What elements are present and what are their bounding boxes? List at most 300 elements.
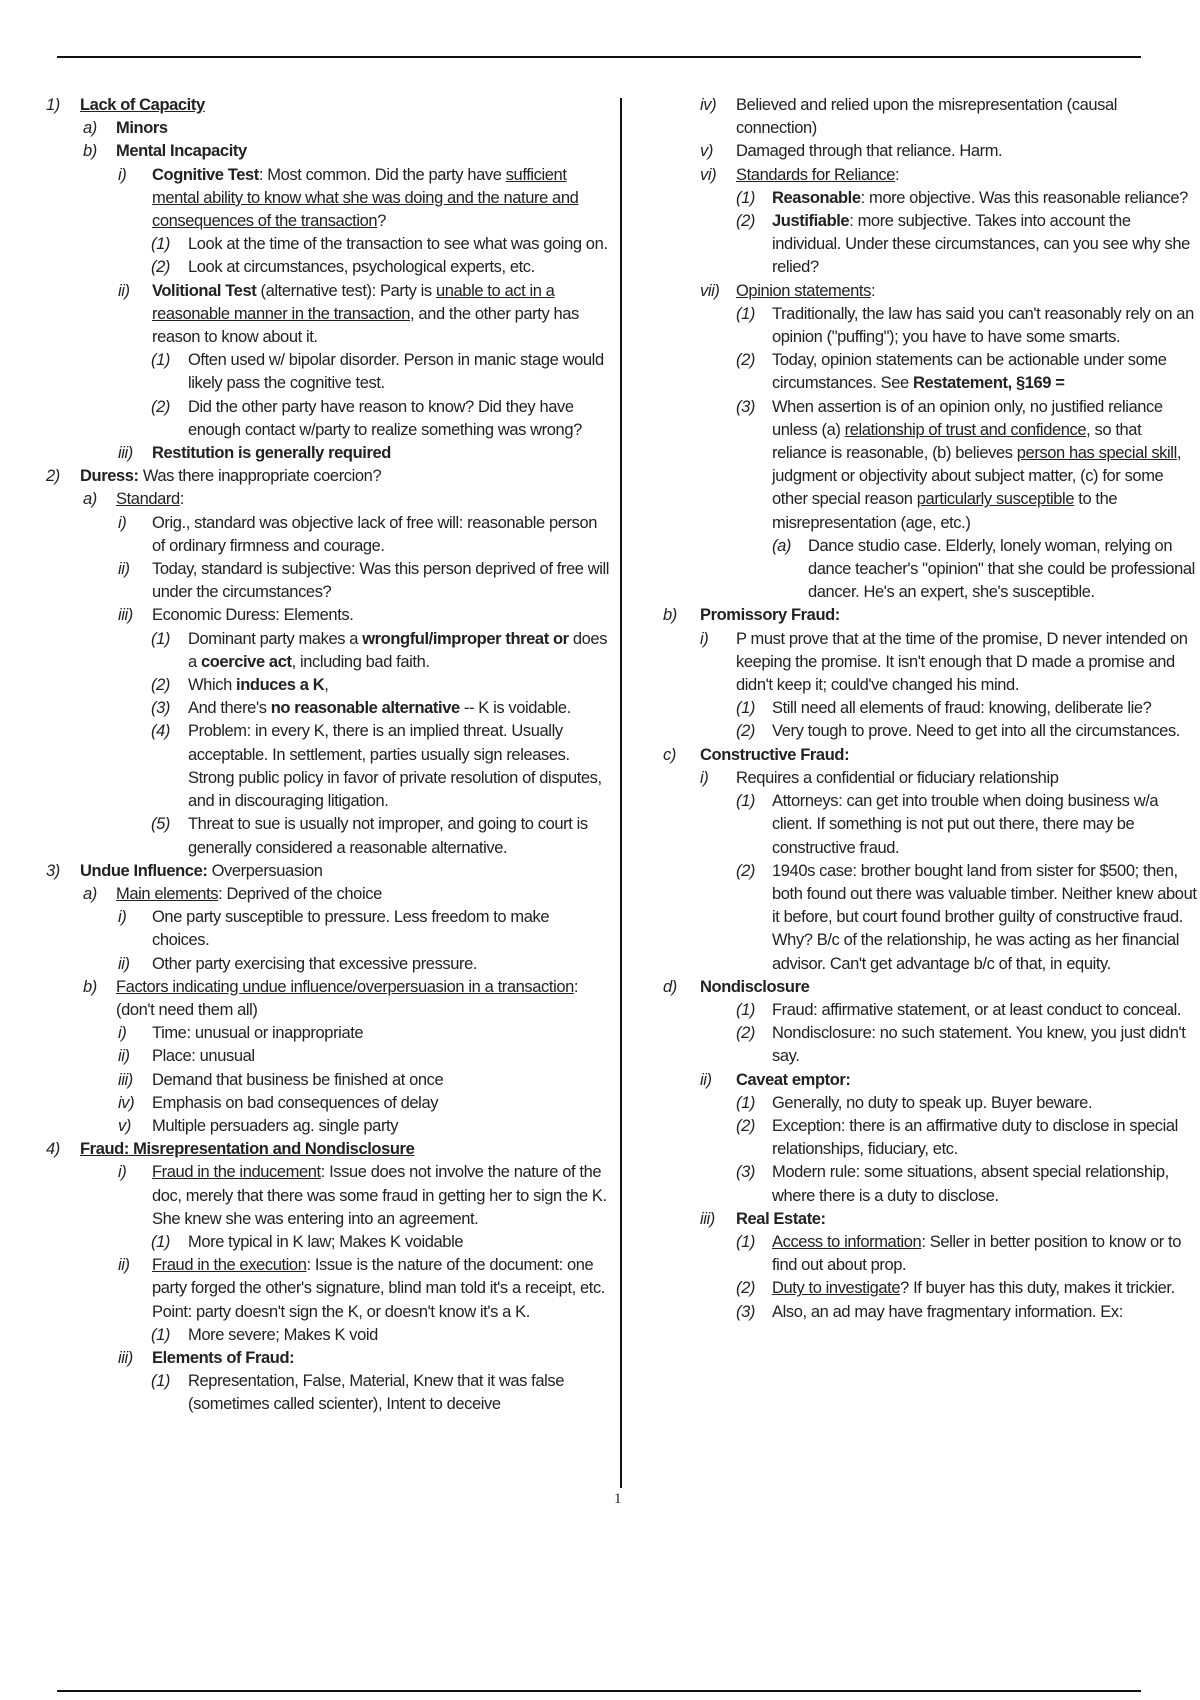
outline-marker: ii) <box>118 560 130 579</box>
outline-text <box>152 1349 294 1367</box>
outline-marker: ii) <box>118 281 130 300</box>
text-run: Fraud: affirmative statement, or at least conduct to conceal. <box>772 1000 1182 1019</box>
text-run: Restitution is generally required <box>152 444 391 463</box>
text-run: Emphasis on bad consequences of delay <box>152 1093 439 1112</box>
text-run: Other party exercising that excessive pressure. <box>152 954 478 973</box>
outline-text <box>772 722 1180 740</box>
outline-marker: d) <box>663 977 677 996</box>
outline-marker: (2) <box>151 258 170 277</box>
outline-text <box>116 119 168 137</box>
outline-item <box>663 744 1198 767</box>
outline-marker: 2) <box>46 467 60 486</box>
outline-item <box>38 558 610 604</box>
outline-text <box>772 398 1181 532</box>
outline-marker: i) <box>118 908 127 927</box>
outline-text <box>772 1024 1185 1065</box>
text-run: relationship of trust and confidence <box>844 420 1087 439</box>
outline-text <box>772 1117 1178 1158</box>
text-run: Restatement, §169 = <box>912 374 1065 393</box>
outline-item <box>663 1301 1198 1324</box>
outline-item <box>38 674 610 697</box>
outline-item <box>38 697 610 720</box>
outline-item <box>38 1022 610 1045</box>
outline-item <box>38 465 610 488</box>
outline-text <box>772 189 1188 207</box>
header-rule <box>57 56 1141 58</box>
outline-marker: (2) <box>736 861 755 880</box>
text-run: : <box>179 490 184 509</box>
outline-item <box>38 280 610 350</box>
outline-marker: iv) <box>700 96 717 114</box>
outline-item <box>38 1254 610 1324</box>
outline-text <box>116 885 382 903</box>
text-run: Was there inappropriate coercion? <box>138 467 382 486</box>
outline-item <box>663 1231 1198 1277</box>
outline-item <box>38 349 610 395</box>
text-run: Very tough to prove. Need to get into all the circumstances. <box>772 722 1180 741</box>
outline-text <box>152 1024 363 1042</box>
outline-item <box>663 1092 1198 1115</box>
outline-text <box>736 1210 826 1228</box>
text-run: Cognitive Test <box>152 165 259 184</box>
outline-item <box>38 488 610 511</box>
outline-item <box>38 906 610 952</box>
outline-text <box>736 282 875 300</box>
text-run: Main elements <box>116 884 219 903</box>
outline-item <box>663 1277 1198 1300</box>
text-run: One party susceptible to pressure. Less freedom to make choices. <box>152 908 550 950</box>
outline-marker: (1) <box>736 699 755 718</box>
text-run: : more objective. Was this reasonable reliance? <box>860 188 1188 207</box>
outline-marker: (2) <box>736 351 755 370</box>
outline-item <box>38 512 610 558</box>
outline-item <box>38 256 610 279</box>
outline-item <box>38 1138 610 1161</box>
text-run: Nondisclosure: no such statement. You knew, you just didn't say. <box>772 1024 1186 1066</box>
outline-marker: (1) <box>151 1232 170 1251</box>
outline-text <box>116 142 247 160</box>
outline-marker: (3) <box>151 699 170 718</box>
outline-item <box>663 140 1198 163</box>
text-run: Access to information <box>772 1232 922 1251</box>
outline-marker: (1) <box>736 188 755 207</box>
outline-marker: i) <box>118 1163 127 1182</box>
outline-marker: b) <box>83 142 97 161</box>
text-run: Lack of Capacity <box>80 96 205 114</box>
outline-text <box>772 1094 1092 1112</box>
text-run: Opinion statements <box>736 281 871 300</box>
outline-marker: 4) <box>46 1140 60 1159</box>
outline-marker: v) <box>118 1116 131 1135</box>
outline-item <box>663 535 1198 605</box>
outline-item <box>663 1115 1198 1161</box>
text-run: Factors indicating undue influence/overpersuasion in a transaction <box>116 977 574 996</box>
text-run: Caveat emptor: <box>736 1070 851 1089</box>
text-run: Dominant party makes a <box>188 629 363 648</box>
outline-item <box>663 1022 1198 1068</box>
text-run: person has special skill <box>1016 444 1177 463</box>
outline-marker: i) <box>700 629 709 648</box>
text-run: Modern rule: some situations, absent special relationship, where there is a duty to disclose. <box>772 1163 1169 1205</box>
outline-text <box>736 142 1002 160</box>
text-run: to the misrepresentation (age, etc.) <box>772 490 1118 532</box>
text-run: Fraud in the execution <box>152 1256 307 1275</box>
outline-text <box>772 1233 1181 1274</box>
outline-text <box>152 1071 443 1089</box>
outline-item <box>663 720 1198 743</box>
outline-marker: i) <box>118 1024 127 1043</box>
text-run: Overpersuasion <box>207 861 323 880</box>
outline-text <box>152 1163 607 1227</box>
text-run: Multiple persuaders ag. single party <box>152 1116 399 1135</box>
text-run: Standard <box>116 490 180 509</box>
outline-text <box>152 1047 255 1065</box>
outline-text <box>188 722 602 810</box>
text-run: Also, an ad may have fragmentary information. Ex: <box>772 1302 1123 1321</box>
text-run: Economic Duress: Elements. <box>152 606 354 625</box>
footer-rule <box>57 1690 1141 1692</box>
outline-text <box>188 1326 378 1344</box>
outline-item <box>38 396 610 442</box>
outline-marker: i) <box>700 768 709 787</box>
outline-text <box>188 1372 564 1413</box>
outline-marker: iii) <box>118 1348 133 1367</box>
text-run: : more subjective. Takes into account the individual. Under these circumstances, can you see why she relied? <box>772 212 1190 277</box>
outline-item <box>663 976 1198 999</box>
text-run: 1940s case: brother bought land from sister for $500; then, both found out there was valuable timber. Neither knew about it before, but court found brother guilty of constructive fraud. Why? B/c of the relationship, he was acting as her financial advisor. Can't get advantage b/c of that, in equity. <box>772 861 1197 973</box>
outline-marker: (2) <box>736 722 755 741</box>
outline-text <box>188 699 571 717</box>
outline-marker: vii) <box>700 281 720 300</box>
outline-marker: 3) <box>46 861 60 880</box>
outline-item <box>38 1045 610 1068</box>
outline-text <box>188 1233 463 1251</box>
outline-marker: (1) <box>736 1232 755 1251</box>
text-run: Minors <box>116 119 168 138</box>
text-run: : <box>895 165 900 184</box>
outline-text <box>188 258 535 276</box>
text-run: ? If buyer has this duty, makes it trickier. <box>900 1279 1175 1298</box>
outline-marker: iv) <box>118 1093 135 1112</box>
text-run: Nondisclosure <box>700 977 810 996</box>
outline-item <box>38 1347 610 1370</box>
outline-text <box>152 1094 438 1112</box>
outline-item <box>663 1208 1198 1231</box>
outline-text <box>188 235 608 253</box>
outline-item <box>38 883 610 906</box>
outline-marker: iii) <box>118 444 133 463</box>
outline-item <box>38 860 610 883</box>
outline-text <box>188 676 328 694</box>
text-run: Elements of Fraud: <box>152 1348 295 1367</box>
text-run: , including bad faith. <box>291 652 430 671</box>
outline-item <box>663 94 1198 140</box>
outline-marker: (1) <box>151 629 170 648</box>
text-run: Exception: there is an affirmative duty to disclose in special relationships, fiduciary, etc. <box>772 1116 1178 1159</box>
outline-item <box>663 999 1198 1022</box>
text-run: : Seller in better position to know or to find out about prop. <box>772 1232 1182 1275</box>
outline-text <box>80 862 323 880</box>
text-run: Duress: <box>80 467 139 486</box>
outline-text <box>772 862 1197 973</box>
outline-marker: b) <box>663 606 677 625</box>
text-run: : Deprived of the choice <box>218 884 382 903</box>
outline-item <box>38 117 610 140</box>
outline-item <box>663 767 1198 790</box>
text-run: Duty to investigate <box>772 1279 901 1298</box>
text-run: Threat to sue is usually not improper, and going to court is generally considered a reasonable alternative. <box>188 815 588 857</box>
outline-text <box>152 560 609 601</box>
outline-marker: i) <box>118 513 127 532</box>
outline-marker: a) <box>83 884 97 903</box>
text-run: Did the other party have reason to know? Did they have enough contact w/party to realize something was wrong? <box>188 397 582 439</box>
text-run: Which <box>188 676 237 695</box>
outline-text <box>80 1140 414 1158</box>
outline-item <box>38 1115 610 1138</box>
text-run: Representation, False, Material, Knew that it was false (sometimes called scienter), Intent to deceive <box>188 1372 565 1414</box>
outline-marker: (3) <box>736 397 755 416</box>
text-run: Mental Incapacity <box>116 142 247 161</box>
text-run: , so that reliance is reasonable, (b) believes <box>772 420 1142 463</box>
outline-text <box>152 514 597 555</box>
outline-marker: (2) <box>736 212 755 231</box>
text-run: Volitional Test <box>152 281 257 300</box>
outline-item <box>38 628 610 674</box>
text-run: More typical in K law; Makes K voidable <box>188 1232 464 1251</box>
outline-item <box>38 233 610 256</box>
text-run: : Issue is the nature of the document: one party forged the other's signature, blind man told it's a receipt, etc. Point: party doesn't sign the K, or doesn't know it's a K. <box>152 1256 605 1321</box>
outline-item <box>663 187 1198 210</box>
outline-item <box>38 604 610 627</box>
text-run: Orig., standard was objective lack of free will: reasonable person of ordinary firmness and courage. <box>152 513 598 555</box>
outline-item <box>663 164 1198 187</box>
outline-text <box>736 96 1117 137</box>
outline-text <box>772 305 1194 346</box>
text-run: no reasonable alternative <box>270 699 460 718</box>
text-run: Place: unusual <box>152 1047 255 1066</box>
outline-text <box>736 769 1059 787</box>
text-run: Time: unusual or inappropriate <box>152 1024 364 1043</box>
outline-text <box>152 444 391 462</box>
left-column <box>38 94 610 1417</box>
outline-marker: (3) <box>736 1302 755 1321</box>
outline-text <box>80 96 205 114</box>
outline-marker: (4) <box>151 722 170 741</box>
outline-text <box>772 212 1190 276</box>
page-number: 1 <box>614 1491 622 1507</box>
outline-item <box>38 164 610 234</box>
outline-text <box>772 792 1158 856</box>
outline-marker: (2) <box>151 676 170 695</box>
text-run: does a <box>188 629 608 671</box>
outline-text <box>152 166 578 230</box>
outline-text <box>152 1117 398 1135</box>
outline-item <box>38 976 610 1022</box>
outline-text <box>700 606 840 624</box>
text-run: : Most common. Did the party have <box>258 165 506 184</box>
outline-marker: (1) <box>736 792 755 811</box>
text-run: Constructive Fraud: <box>700 745 850 764</box>
text-run: P must prove that at the time of the promise, D never intended on keeping the promise. It isn't enough that D made a promise and didn't keep it; could've changed his mind. <box>736 629 1188 695</box>
text-run: unable to act in a reasonable manner in the transaction <box>152 281 555 323</box>
outline-marker: (2) <box>151 397 170 416</box>
outline-item <box>38 94 610 117</box>
column-divider <box>620 98 622 1488</box>
outline-marker: c) <box>663 745 676 764</box>
outline-item <box>663 860 1198 976</box>
outline-marker: (2) <box>736 1116 755 1135</box>
text-run: Fraud: Misrepresentation and Nondisclosure <box>80 1140 415 1159</box>
text-run: , and the other party has reason to know about it. <box>152 304 579 347</box>
text-run: Real Estate: <box>736 1209 826 1228</box>
outline-item <box>38 1069 610 1092</box>
outline-marker: v) <box>700 142 713 161</box>
outline-text <box>700 746 849 764</box>
text-run: Reasonable <box>772 188 861 207</box>
outline-text <box>808 537 1195 601</box>
text-run: Demand that business be finished at once <box>152 1070 444 1089</box>
outline-item <box>663 1069 1198 1092</box>
outline-marker: (2) <box>736 1024 755 1043</box>
outline-item <box>38 1370 610 1416</box>
outline-marker: (5) <box>151 815 170 834</box>
outline-text <box>188 351 604 392</box>
outline-item <box>38 720 610 813</box>
outline-item <box>38 1161 610 1231</box>
outline-item <box>663 303 1198 349</box>
outline-text <box>116 490 184 508</box>
outline-item <box>663 628 1198 698</box>
outline-marker: (a) <box>772 536 791 555</box>
outline-marker: vi) <box>700 165 717 184</box>
outline-text <box>772 351 1167 392</box>
outline-text <box>188 398 582 439</box>
text-run: Damaged through that reliance. Harm. <box>736 142 1003 161</box>
text-run: Standards for Reliance <box>736 165 896 184</box>
text-run: More severe; Makes K void <box>188 1325 378 1344</box>
text-run: Often used w/ bipolar disorder. Person in manic stage would likely pass the cognitive test. <box>188 351 604 393</box>
outline-item <box>663 280 1198 303</box>
text-run: Traditionally, the law has said you can't reasonably rely on an opinion ("puffing"); you have to have some smarts. <box>772 304 1194 347</box>
outline-text <box>152 1256 605 1320</box>
text-run: Believed and relied upon the misrepresentation (causal connection) <box>736 96 1118 138</box>
outline-marker: iii) <box>118 1070 133 1089</box>
text-run: wrongful/improper threat or <box>362 629 569 648</box>
outline-text <box>772 699 1151 717</box>
outline-text <box>736 630 1188 694</box>
outline-text <box>188 815 588 856</box>
text-run: induces a K <box>236 676 325 695</box>
outline-item <box>38 813 610 859</box>
text-run: Justifiable <box>772 212 850 231</box>
outline-item <box>38 1231 610 1254</box>
text-run: Look at circumstances, psychological experts, etc. <box>188 258 535 277</box>
outline-text <box>152 606 353 624</box>
outline-marker: ii) <box>118 1047 130 1066</box>
text-run: (alternative test): Party is <box>256 281 436 300</box>
outline-marker: iii) <box>700 1209 715 1228</box>
text-run: When assertion is of an opinion only, no justified reliance unless (a) <box>772 397 1163 439</box>
outline-marker: (1) <box>151 235 170 254</box>
text-run: Dance studio case. Elderly, lonely woman, relying on dance teacher's "opinion" that she could be professional dancer. He's an expert, she's susceptible. <box>808 536 1195 602</box>
outline-text <box>152 955 477 973</box>
outline-text <box>116 978 578 1019</box>
outline-item <box>38 140 610 163</box>
outline-text <box>772 1163 1169 1204</box>
text-run: : Issue does not involve the nature of the doc, merely that there was some fraud in getting her to sign the K. She knew she was entering into an agreement. <box>152 1163 607 1228</box>
outline-marker: (3) <box>736 1163 755 1182</box>
outline-marker: 1) <box>46 96 60 114</box>
text-run: coercive act <box>200 652 292 671</box>
outline-marker: ii) <box>118 954 130 973</box>
text-run: Promissory Fraud: <box>700 606 840 625</box>
outline-text <box>188 630 607 671</box>
outline-text <box>772 1001 1181 1019</box>
text-run: , judgment or objectivity about subject matter, (c) for some other special reason <box>772 444 1182 509</box>
outline-item <box>38 1324 610 1347</box>
outline-text <box>152 282 579 346</box>
outline-text <box>700 978 809 996</box>
outline-item <box>38 953 610 976</box>
outline-marker: (1) <box>736 304 755 323</box>
text-run: : (don't need them all) <box>116 977 579 1019</box>
outline-marker: b) <box>83 977 97 996</box>
text-run: Attorneys: can get into trouble when doing business w/a client. If something is not put out there, there may be constructive fraud. <box>772 792 1159 857</box>
text-run: Today, opinion statements can be actionable under some circumstances. See <box>772 351 1167 393</box>
outline-item <box>663 349 1198 395</box>
text-run: Requires a confidential or fiduciary relationship <box>736 768 1059 787</box>
outline-item <box>38 1092 610 1115</box>
outline-item <box>663 604 1198 627</box>
text-run: particularly susceptible <box>916 490 1075 509</box>
outline-item <box>663 396 1198 535</box>
outline-marker: (2) <box>736 1279 755 1298</box>
outline-text <box>152 908 549 949</box>
outline-marker: iii) <box>118 606 133 625</box>
text-run: Still need all elements of fraud: knowing, deliberate lie? <box>772 699 1152 718</box>
outline-marker: a) <box>83 119 97 138</box>
text-run: sufficient mental ability to know what she was doing and the nature and consequences of the transaction <box>152 165 579 231</box>
text-run: Look at the time of the transaction to see what was going on. <box>188 235 608 254</box>
text-run: Problem: in every K, there is an implied threat. Usually acceptable. In settlement, parties usually sign releases. Strong public policy in favor of private resolution of disputes, and in discouraging litigation. <box>188 722 602 811</box>
outline-text <box>736 166 899 184</box>
outline-marker: ii) <box>700 1070 712 1089</box>
outline-marker: (1) <box>151 1372 170 1391</box>
outline-item <box>663 697 1198 720</box>
outline-marker: (1) <box>736 1000 755 1019</box>
outline-item <box>663 210 1198 280</box>
outline-marker: i) <box>118 165 127 184</box>
outline-item <box>663 1161 1198 1207</box>
outline-marker: ii) <box>118 1256 130 1275</box>
text-run: Undue Influence: <box>80 861 208 880</box>
outline-text <box>736 1071 851 1089</box>
outline-marker: (1) <box>151 1325 170 1344</box>
outline-text <box>772 1279 1175 1297</box>
text-run: Generally, no duty to speak up. Buyer beware. <box>772 1093 1093 1112</box>
outline-item <box>38 442 610 465</box>
outline-marker: (1) <box>736 1093 755 1112</box>
text-run: ? <box>377 212 386 231</box>
text-run: Today, standard is subjective: Was this person deprived of free will under the circumstances? <box>152 560 610 602</box>
text-run: : <box>870 281 876 300</box>
outline-text <box>772 1303 1123 1321</box>
text-run: And there's <box>188 699 271 718</box>
right-column <box>663 94 1198 1324</box>
outline-item <box>663 790 1198 860</box>
outline-text <box>80 467 381 485</box>
text-run: -- K is voidable. <box>459 699 571 718</box>
